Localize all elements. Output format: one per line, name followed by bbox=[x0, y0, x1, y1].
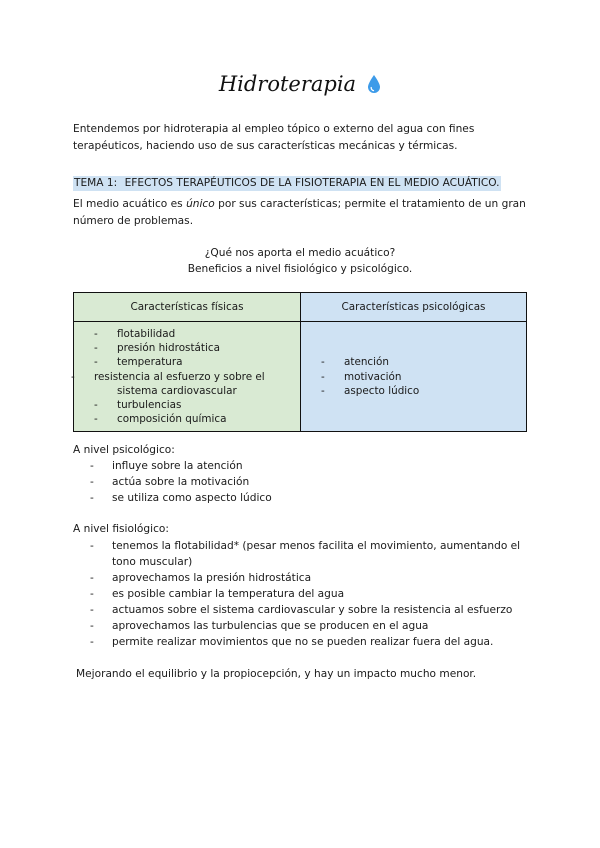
fisiologico-list-wrap bbox=[90, 538, 530, 650]
list-item: - motivación bbox=[321, 370, 522, 384]
medio-text-after: por sus características; permite el tratamiento de un gran número de problemas. bbox=[73, 198, 526, 227]
list-item: - es posible cambiar la temperatura del agua bbox=[90, 586, 530, 602]
medio-emphasis: único bbox=[186, 198, 215, 210]
psicologico-list bbox=[90, 458, 530, 506]
list-item: - aspecto lúdico bbox=[321, 384, 522, 398]
list-item: - aprovechamos la presión hidrostática bbox=[90, 570, 530, 586]
fisiologico-list bbox=[90, 538, 530, 650]
list-item: - turbulencias bbox=[94, 398, 296, 412]
list-item: - resistencia al esfuerzo y sobre el sistema cardiovascular bbox=[94, 370, 296, 398]
question-line: ¿Qué nos aporta el medio acuático? bbox=[204, 247, 396, 259]
fisicas-list bbox=[94, 327, 296, 426]
list-item: - tenemos la flotabilidad* (pesar menos facilita el movimiento, aumentando el tono muscular) bbox=[90, 538, 530, 570]
closing-paragraph: Mejorando el equilibrio y la propiocepción, y hay un impacto mucho menor. bbox=[76, 668, 477, 680]
header-fisicas: Características físicas bbox=[74, 293, 301, 322]
list-item: - aprovechamos las turbulencias que se producen en el agua bbox=[90, 618, 530, 634]
list-item: - composición química bbox=[94, 412, 296, 426]
benefits-line: Beneficios a nivel fisiológico y psicológico. bbox=[187, 263, 413, 275]
list-item: - actuamos sobre el sistema cardiovascular y sobre la resistencia al esfuerzo bbox=[90, 602, 530, 618]
list-item: - atención bbox=[321, 355, 522, 369]
list-item: - flotabilidad bbox=[94, 327, 296, 341]
list-item: - permite realizar movimientos que no se pueden realizar fuera del agua. bbox=[90, 634, 530, 650]
header-psicologicas: Características psicológicas bbox=[301, 293, 527, 322]
droplet-icon bbox=[367, 74, 381, 94]
intro-paragraph: Entendemos por hidroterapia al empleo tópico o externo del agua con fines terapéuticos, haciendo uso de sus características mecánicas y térmicas. bbox=[73, 123, 475, 152]
medio-paragraph bbox=[73, 196, 533, 229]
section-number: TEMA 1: bbox=[74, 177, 118, 189]
fisicas-cell bbox=[74, 322, 301, 432]
psicologico-list-wrap bbox=[90, 458, 530, 506]
table-body-row bbox=[74, 322, 527, 432]
section-title: EFECTOS TERAPÉUTICOS DE LA FISIOTERAPIA EN EL MEDIO ACUÁTICO. bbox=[124, 177, 500, 189]
section-heading bbox=[73, 176, 501, 191]
title-row bbox=[0, 72, 600, 96]
list-item: - presión hidrostática bbox=[94, 341, 296, 355]
psicologico-heading: A nivel psicológico: bbox=[73, 444, 175, 456]
characteristics-table bbox=[73, 292, 527, 432]
list-item: - temperatura bbox=[94, 355, 296, 369]
list-item: - actúa sobre la motivación bbox=[90, 474, 530, 490]
medio-text-before: El medio acuático es bbox=[73, 198, 187, 210]
fisiologico-heading: A nivel fisiológico: bbox=[73, 523, 169, 535]
list-item: - se utiliza como aspecto lúdico bbox=[90, 490, 530, 506]
psicologicas-cell bbox=[301, 322, 527, 432]
list-item: - influye sobre la atención bbox=[90, 458, 530, 474]
page-title: Hidroterapia bbox=[218, 72, 357, 96]
psicologicas-list bbox=[321, 355, 522, 398]
table-header-row bbox=[74, 293, 527, 322]
